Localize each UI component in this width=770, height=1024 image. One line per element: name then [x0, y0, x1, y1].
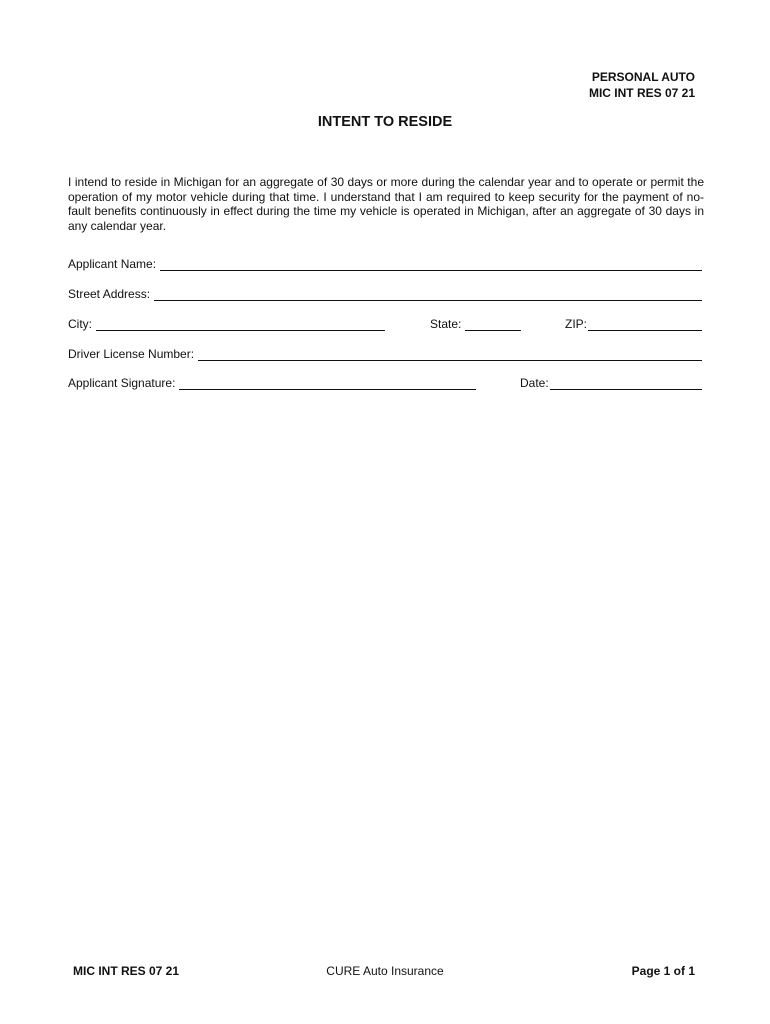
- intent-statement: I intend to reside in Michigan for an aggregate of 30 days or more during the calendar year and to operate or permit the operation of my motor vehicle during that time. I understand that I am required to keep security for the payment of no-fault benefits continuously in effect during the time my vehicle is operated in Michigan, after an aggregate of 30 days in any calendar year.: [68, 175, 704, 233]
- applicant-name-line[interactable]: [160, 258, 702, 271]
- date-label: Date:: [520, 376, 549, 390]
- driver-license-field[interactable]: [68, 347, 702, 361]
- driver-license-line[interactable]: [198, 348, 702, 361]
- applicant-name-row: [68, 257, 702, 273]
- document-title: INTENT TO RESIDE: [317, 114, 453, 130]
- footer-company-name: CURE Auto Insurance: [326, 964, 444, 978]
- state-label: State:: [430, 317, 462, 331]
- zip-field[interactable]: [565, 317, 702, 331]
- header-line-form-code: MIC INT RES 07 21: [588, 86, 695, 100]
- signature-line[interactable]: [179, 377, 476, 390]
- street-address-field[interactable]: [68, 287, 702, 301]
- street-address-row: [68, 287, 702, 303]
- city-line[interactable]: [96, 318, 385, 331]
- header-line-form-type: PERSONAL AUTO: [591, 70, 695, 84]
- form-header: [589, 69, 695, 101]
- city-field[interactable]: [68, 317, 385, 331]
- date-line[interactable]: [550, 377, 702, 390]
- signature-field[interactable]: [68, 376, 476, 390]
- street-address-label: Street Address:: [68, 287, 151, 301]
- state-line[interactable]: [465, 318, 521, 331]
- applicant-name-field[interactable]: [68, 257, 702, 271]
- state-field[interactable]: [430, 317, 521, 331]
- signature-label: Applicant Signature:: [68, 376, 176, 390]
- driver-license-row: [68, 347, 702, 363]
- city-state-zip-row: [68, 317, 702, 333]
- applicant-name-label: Applicant Name:: [68, 257, 157, 271]
- zip-label: ZIP:: [565, 317, 588, 331]
- driver-license-label: Driver License Number:: [68, 347, 195, 361]
- zip-line[interactable]: [588, 318, 702, 331]
- footer-page-number: Page 1 of 1: [631, 964, 695, 978]
- date-field[interactable]: [520, 376, 702, 390]
- footer-form-code: MIC INT RES 07 21: [73, 964, 180, 978]
- city-label: City:: [68, 317, 92, 331]
- signature-date-row: [68, 376, 702, 392]
- street-address-line[interactable]: [154, 288, 702, 301]
